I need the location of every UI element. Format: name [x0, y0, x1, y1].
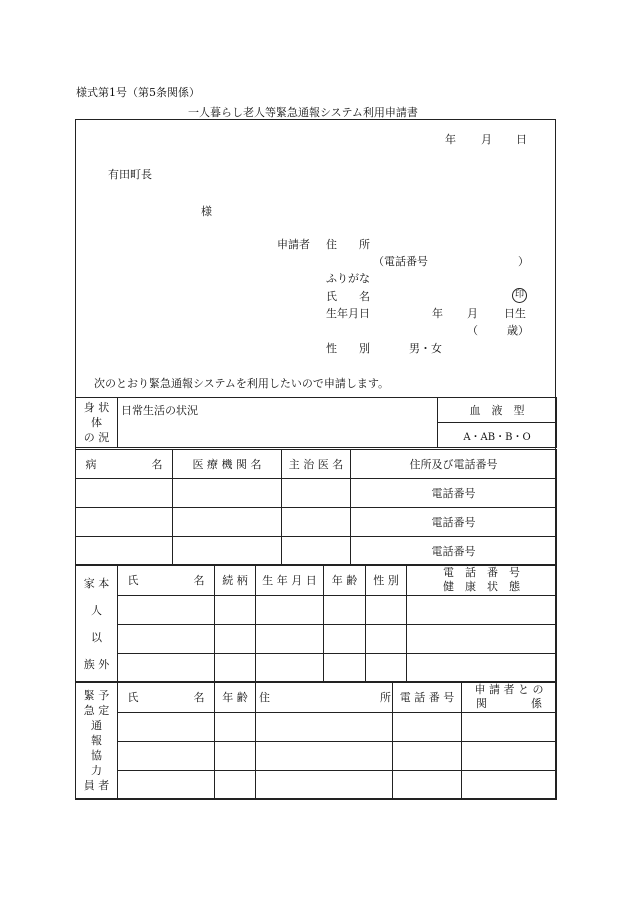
input-cell[interactable] — [282, 508, 351, 537]
input-cell[interactable] — [282, 537, 351, 566]
input-cell[interactable] — [324, 596, 366, 625]
address-label: 住 所 — [326, 238, 370, 251]
input-cell[interactable] — [462, 771, 557, 800]
age-close: 歳） — [507, 324, 529, 337]
header-relation: 続 柄 — [215, 565, 256, 596]
input-cell[interactable] — [215, 771, 256, 800]
birth-month: 月 — [467, 307, 478, 320]
family-label — [76, 565, 118, 683]
input-cell[interactable] — [215, 596, 256, 625]
sex-label: 性 別 — [326, 342, 370, 355]
table-row — [76, 537, 557, 566]
family-table — [75, 564, 557, 683]
input-cell[interactable] — [173, 537, 282, 566]
input-cell[interactable] — [366, 596, 407, 625]
input-cell[interactable] — [393, 713, 462, 742]
input-cell[interactable] — [462, 742, 557, 771]
header-sex: 性 別 — [366, 565, 407, 596]
form-number: 様式第1号（第5条関係） — [76, 86, 200, 99]
header-phone-health — [407, 565, 557, 596]
header-name: 氏 名 — [118, 682, 215, 713]
table-row — [76, 771, 557, 800]
header-age: 年 齢 — [215, 682, 256, 713]
input-cell[interactable] — [366, 625, 407, 654]
phone-open: （電話番号 — [373, 255, 428, 268]
header-phone: 電 話 番 号 — [393, 682, 462, 713]
input-cell[interactable] — [215, 654, 256, 683]
table-row — [76, 450, 557, 479]
birth-year: 年 — [432, 307, 443, 320]
header-relation-line: 申 請 者 と の — [474, 683, 544, 696]
name-label: 氏 名 — [326, 290, 370, 303]
header-disease: 病 名 — [76, 450, 173, 479]
header-relation — [462, 682, 557, 713]
input-cell[interactable] — [256, 713, 393, 742]
body-label-line: 体 — [91, 416, 102, 429]
honorific: 様 — [201, 205, 212, 218]
applicant-label: 申請者 — [277, 238, 310, 251]
input-cell[interactable] — [407, 625, 557, 654]
input-cell[interactable] — [173, 479, 282, 508]
cooperator-table — [75, 681, 557, 800]
header-institution: 医 療 機 関 名 — [173, 450, 282, 479]
blood-type-label: 血 液 型 — [438, 398, 557, 423]
header-address-phone: 住所及び電話番号 — [351, 450, 557, 479]
table-row — [76, 682, 557, 713]
birth-day: 日生 — [504, 307, 526, 320]
cooperator-label-line: 報 — [91, 734, 102, 747]
header-doctor: 主 治 医 名 — [282, 450, 351, 479]
table-row — [76, 596, 557, 625]
family-label-line: 以 — [91, 630, 102, 644]
input-cell[interactable] — [324, 625, 366, 654]
input-cell[interactable] — [76, 479, 173, 508]
table-row — [76, 713, 557, 742]
input-cell[interactable] — [282, 479, 351, 508]
input-cell[interactable] — [118, 625, 215, 654]
body-condition-label — [76, 398, 118, 448]
daily-life-label: 日常生活の状況 — [121, 404, 198, 417]
phone-cell[interactable] — [351, 508, 557, 537]
input-cell[interactable] — [118, 771, 215, 800]
input-cell[interactable] — [393, 742, 462, 771]
input-cell[interactable] — [393, 771, 462, 800]
table-row — [76, 565, 557, 596]
date-month: 月 — [481, 133, 492, 146]
input-cell[interactable] — [256, 654, 324, 683]
seal-mark — [512, 287, 527, 303]
input-cell[interactable] — [215, 713, 256, 742]
input-cell[interactable] — [76, 537, 173, 566]
table-row — [76, 625, 557, 654]
input-cell[interactable] — [76, 508, 173, 537]
cooperator-label-line: 力 — [91, 764, 102, 777]
input-cell[interactable] — [256, 742, 393, 771]
age-open: （ — [467, 324, 478, 337]
table-row — [76, 654, 557, 683]
table-row — [76, 742, 557, 771]
input-cell[interactable] — [407, 596, 557, 625]
body-label-line: の 況 — [83, 431, 110, 444]
table-row — [76, 479, 557, 508]
input-cell[interactable] — [118, 742, 215, 771]
header-age: 年 齢 — [324, 565, 366, 596]
input-cell[interactable] — [215, 625, 256, 654]
daily-life-cell[interactable] — [118, 398, 438, 448]
input-cell[interactable] — [407, 654, 557, 683]
header-health-line: 健 康 状 態 — [443, 580, 520, 593]
input-cell[interactable] — [366, 654, 407, 683]
body-condition-table — [75, 397, 557, 448]
family-label-line: 家 本 — [83, 576, 110, 590]
body-label-line: 身 状 — [83, 401, 110, 414]
cooperator-label-line: 急 定 — [83, 704, 110, 717]
cooperator-label-line: 緊 予 — [83, 689, 110, 702]
phone-cell[interactable] — [351, 479, 557, 508]
date-year: 年 — [445, 133, 456, 146]
input-cell[interactable] — [256, 771, 393, 800]
family-label-line: 族 外 — [83, 657, 110, 671]
furigana-label: ふりがな — [326, 272, 370, 285]
addressee: 有田町長 — [108, 168, 152, 181]
header-name: 氏 名 — [118, 565, 215, 596]
medical-table — [75, 449, 557, 566]
header-birthdate: 生 年 月 日 — [256, 565, 324, 596]
family-label-line: 人 — [91, 603, 102, 617]
cooperator-label-line: 協 — [91, 749, 102, 762]
date-day: 日 — [516, 133, 527, 146]
header-phone-line: 電 話 番 号 — [443, 566, 520, 579]
seal-icon: 印 — [512, 288, 527, 303]
blood-type-options[interactable]: A・AB・B・O — [438, 423, 557, 448]
sex-value: 男・女 — [409, 342, 442, 355]
phone-label: 電話番号 — [431, 545, 476, 558]
input-cell[interactable] — [215, 742, 256, 771]
phone-close: ） — [518, 255, 529, 268]
input-cell[interactable] — [118, 654, 215, 683]
input-cell[interactable] — [118, 713, 215, 742]
request-text: 次のとおり緊急通報システムを利用したいので申請します。 — [94, 377, 390, 390]
cooperator-label — [76, 682, 118, 800]
table-row — [76, 508, 557, 537]
input-cell[interactable] — [324, 654, 366, 683]
input-cell[interactable] — [118, 596, 215, 625]
phone-label: 電話番号 — [431, 487, 476, 500]
form-title: 一人暮らし老人等緊急通報システム利用申請書 — [188, 106, 418, 119]
cooperator-label-line: 通 — [91, 719, 102, 732]
cooperator-label-line: 員 者 — [83, 779, 110, 792]
phone-cell[interactable] — [351, 537, 557, 566]
input-cell[interactable] — [256, 596, 324, 625]
input-cell[interactable] — [256, 625, 324, 654]
input-cell[interactable] — [462, 713, 557, 742]
birth-label: 生年月日 — [326, 307, 370, 320]
phone-label: 電話番号 — [431, 516, 476, 529]
header-address: 住 所 — [256, 682, 393, 713]
input-cell[interactable] — [173, 508, 282, 537]
header-relation-line: 関 係 — [476, 697, 542, 710]
